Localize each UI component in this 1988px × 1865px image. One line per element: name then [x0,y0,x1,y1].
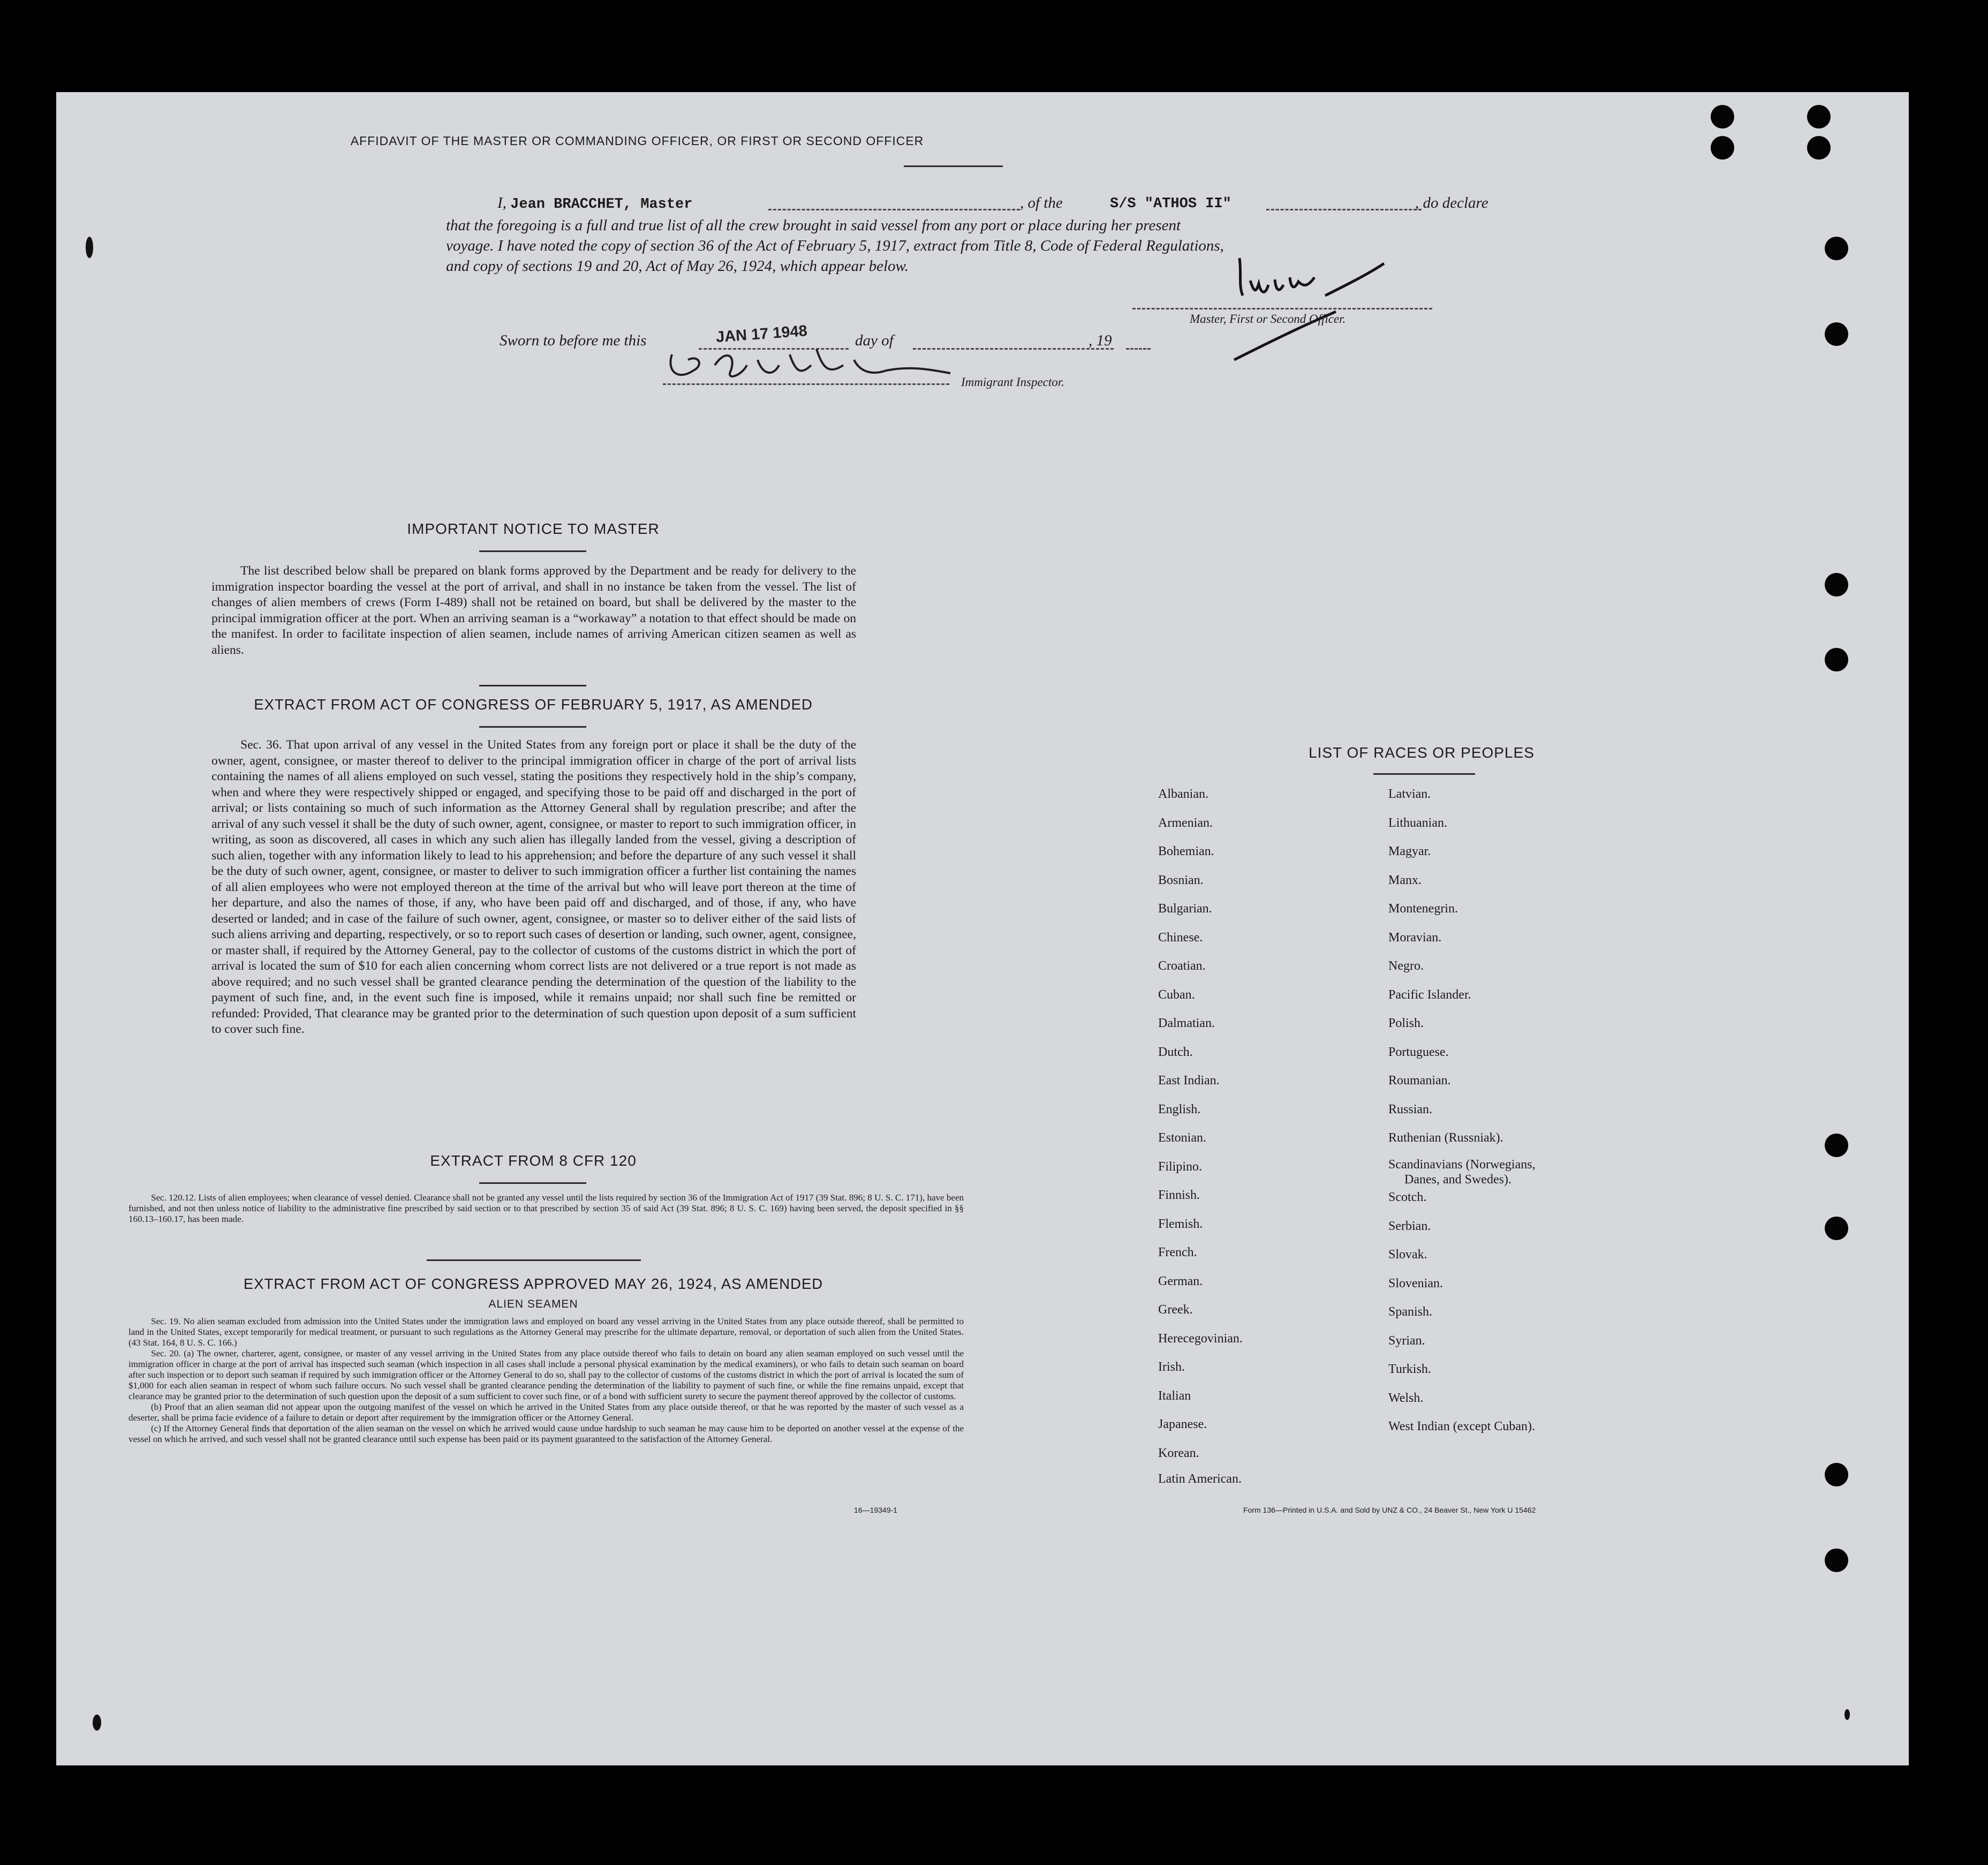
race-item: Negro. [1388,959,1424,973]
race-item: Danes, and Swedes). [1404,1172,1511,1187]
vessel-name: S/S "ATHOS II" [1110,196,1231,212]
speck [93,1715,101,1731]
race-item: Herecegovinian. [1158,1331,1243,1346]
inspector-label: Immigrant Inspector. [961,375,1064,389]
race-item: Scandinavians (Norwegians, [1388,1157,1536,1172]
line1-prefix: I, [497,194,507,212]
race-item: French. [1158,1245,1197,1259]
race-item: Cuban. [1158,987,1195,1002]
race-item: Roumanian. [1388,1074,1451,1088]
race-item: Estonian. [1158,1131,1206,1145]
race-item: Montenegrin. [1388,902,1458,916]
punch-hole [1825,322,1848,346]
race-item: Lithuanian. [1388,816,1447,830]
extract1924-body [128,1316,964,1445]
notice-rule [479,550,586,552]
year-fill-line [1126,348,1151,350]
do-declare-text: , do declare [1415,194,1488,212]
extract1917-body [211,737,856,1038]
form-code: 16—19349-1 [854,1506,897,1514]
affidavit-line-1 [497,193,692,215]
punch-hole [1825,1463,1848,1486]
punch-hole [1825,1549,1848,1572]
race-item: Manx. [1388,873,1422,887]
race-item: Latin American. [1158,1471,1242,1486]
form-footer: Form 136—Printed in U.S.A. and Sold by UNZ & CO., 24 Beaver St., New York U 15462 [1243,1506,1536,1514]
race-item: Finnish. [1158,1188,1200,1202]
sec36-paragraph: Sec. 36. That upon arrival of any vessel in the United States from any foreign port or place it shall be the duty of the owner, agent, consignee, or master thereof to deliver to the principal immigration officer in charge of the port of arrival lists containing the names of all aliens employed on such vessel, stating the positions they respectively hold in the ship’s company, when and where they were respectively shipped or engaged, and specifying those to be paid off and discharged in the port of arrival; or lists containing so much of such information as the Attorney General shall by regulation prescribe; and after the arrival of any such vessel it shall be the duty of such owner, agent, consignee, or master to report to such immigration officer, in writing, as soon as discovered, all cases in which any such alien has illegally landed from the vessel, giving a description of such alien, together with any information likely to lead to his apprehension; and before the departure of any such vessel it shall be the duty of such owner, agent, consignee, or master to deliver to such immigration officer a further list containing the names of all alien employees who were not employed thereon at the time of the arrival but who will leave port thereon at the time of her departure, and also the names of those, if any, who have been paid off and discharged, and of those, if any, who have deserted or landed; and in case of the failure of such owner, agent, consignee, or master so to deliver either of the said lists of such aliens arriving and departing, respectively, or so to report such cases of desertion or landing, such owner, agent, consignee, or master shall, if required by the Attorney General, pay to the collector of customs of the customs district in which the port of arrival is located the sum of $10 for each alien concerning whom correct lists are not delivered or a true report is not made as above required; and no such vessel shall be granted clearance pending the determination of the question of the liability to the payment of such fine, and, in the event such fine is imposed, while it remains unpaid; nor shall such fine be remitted or refunded: Provided, That clearance may be granted prior to the determination of such question upon deposit of a sum sufficient to cover such fine. [211,738,856,1036]
race-item: Japanese. [1158,1417,1207,1431]
race-item: Scotch. [1388,1190,1427,1204]
race-item: Slovak. [1388,1248,1427,1262]
race-item: Polish. [1388,1016,1424,1030]
races-rule [1373,773,1475,775]
race-item: Albanian. [1158,787,1208,801]
speck [1845,1709,1850,1720]
affidavit-line-2: that the foregoing is a full and true list of all the crew brought in said vessel from any port or place during her present [446,217,1181,234]
race-item: Moravian. [1388,930,1442,945]
day-of-text: day of [855,332,894,349]
race-item: East Indian. [1158,1074,1220,1088]
sworn-text: Sworn to before me this [500,332,647,349]
races-title: LIST OF RACES OR PEOPLES [1309,744,1535,761]
extract1917-title: EXTRACT FROM ACT OF CONGRESS OF FEBRUARY 5, 1917, AS AMENDED [254,696,813,713]
notice-paragraph: The list described below shall be prepared on blank forms approved by the Department and be ready for delivery to the immigration inspector boarding the vessel at the port of arrival, and shall in no instance be taken from the vessel. The list of changes of alien members of crews (Form I-489) shall not be retained on board, but shall be delivered by the master to the principal immigration officer at the port. When an arriving seaman is a “workaway” a notation to that effect should be made on the manifest. In order to facilitate inspection of alien seamen, include names of arriving American citizen seamen as well as aliens. [211,564,856,657]
race-item: Irish. [1158,1360,1185,1374]
race-item: Bulgarian. [1158,902,1212,916]
race-item: Filipino. [1158,1159,1203,1174]
of-the-text: , of the [1020,194,1063,212]
year-text: , 19 [1089,332,1112,349]
sec20c-paragraph: (c) If the Attorney General finds that deportation of the alien seaman on the vessel on which he arrived would cause undue hardship to such seaman he may cause him to be deported on another vessel at the expense of the vessel on which he arrived, and such vessel shall not be granted clearance until such expense has been paid or its payment guaranteed to the satisfaction of the Attorney General. [128,1423,964,1444]
punch-hole [1825,573,1848,597]
name-fill-line [768,209,1020,210]
sec20b-paragraph: (b) Proof that an alien seaman did not appear upon the outgoing manifest of the vessel on which he arrived in the United States from any place outside thereof, or that he was reported by the master of such vessel as a deserter, shall be prima facie evidence of a failure to detain or deport after requirement by the immigration officer or the Attorney General. [128,1402,964,1423]
speck [86,237,93,258]
document-page [56,92,1909,1765]
race-item: Serbian. [1388,1219,1431,1233]
race-item: Latvian. [1388,787,1431,801]
race-item: Turkish. [1388,1362,1431,1376]
sec19-paragraph: Sec. 19. No alien seaman excluded from admission into the United States under the immigration laws and employed on board any vessel arriving in the United States from any place outside thereof, shall be permitted to land in the United States, except temporarily for medical treatment, or pursuant to such regulations as the Attorney General may prescribe for the ultimate departure, removal, or deportation of such alien from the United States. (43 Stat. 164, 8 U. S. C. 166.) [128,1316,964,1348]
vessel-fill-line [1266,209,1422,210]
race-item: Russian. [1388,1102,1433,1116]
sec120-paragraph: Sec. 120.12. Lists of alien employees; when clearance of vessel denied. Clearance shall not be granted any vessel until the lists required by section 36 of the Immigration Act of 1917 (39 Stat. 896; 8 U. S. C. 171), have been furnished, and not then unless notice of liability to the administrative fine prescribed by said section or to that prescribed by section 35 of said Act (39 Stat. 896; 8 U. S. C. 169) having been served, the deposit specified in §§ 160.13–160.17, has been made. [128,1192,964,1224]
race-item: Magyar. [1388,844,1431,858]
affidavit-title: AFFIDAVIT OF THE MASTER OR COMMANDING OFFICER, OR FIRST OR SECOND OFFICER [350,134,924,148]
cfr-rule [479,1182,586,1184]
race-item: Slovenian. [1388,1276,1443,1290]
cfr-body [128,1192,964,1225]
extract1924-subtitle: ALIEN SEAMEN [488,1298,578,1310]
race-item: Greek. [1158,1303,1193,1317]
race-item: Armenian. [1158,816,1213,830]
extract1924-rule [427,1259,641,1261]
extract1917-rule [479,685,586,686]
cfr-title: EXTRACT FROM 8 CFR 120 [430,1152,637,1169]
affidavit-line-3: voyage. I have noted the copy of section 36 of the Act of February 5, 1917, extract from Title 8, Code of Federal Regulations, [446,237,1224,254]
race-item: Korean. [1158,1446,1199,1460]
punch-hole [1807,136,1831,160]
punch-hole [1825,1134,1848,1157]
race-item: Dutch. [1158,1045,1193,1059]
race-item: West Indian (except Cuban). [1388,1419,1535,1433]
title-rule [904,165,1003,167]
race-item: German. [1158,1274,1203,1288]
punch-hole [1825,1217,1848,1240]
punch-hole [1711,105,1734,129]
sec20a-paragraph: Sec. 20. (a) The owner, charterer, agent, consignee, or master of any vessel arriving in the United States from any place outside thereof who fails to detain on board any alien seaman employed on such vessel until the immigration officer in charge at the port of arrival has inspected such seaman (which inspection in all cases shall include a personal physical examination by the medical examiners), or who fails to detain such seaman on board after such inspection or to deport such seaman if required by such immigration officer or the Attorney General to do so, shall pay to the collector of customs of the customs district in which the port of arrival is located the sum of $1,000 for each alien seaman in respect of whom such failure occurs. No such vessel shall be granted clearance pending the determination of the liability to payment of such fine, or while the fine remains unpaid, except that clearance may be granted prior to the determination of such question upon the deposit of a sum sufficient to cover such fine, or of a bond with sufficient surety to secure the payment thereof approved by the collector of customs. [128,1348,964,1401]
punch-hole [1807,105,1831,129]
punch-hole [1825,648,1848,671]
punch-hole [1711,136,1734,160]
master-signature-label: Master, First or Second Officer. [1190,312,1346,326]
race-item: Bohemian. [1158,844,1214,858]
race-item: Syrian. [1388,1333,1425,1348]
race-item: Portuguese. [1388,1045,1449,1059]
punch-hole [1825,237,1848,260]
race-item: Italian [1158,1388,1191,1403]
date-stamp: JAN 17 1948 [715,322,808,346]
race-item: English. [1158,1102,1201,1116]
extract1917-rule-bottom [479,726,586,728]
race-item: Chinese. [1158,930,1203,945]
race-item: Bosnian. [1158,873,1204,887]
notice-body [211,563,856,658]
affidavit-line-4: and copy of sections 19 and 20, Act of May 26, 1924, which appear below. [446,258,909,275]
notice-title: IMPORTANT NOTICE TO MASTER [407,520,660,537]
race-item: Croatian. [1158,959,1206,973]
race-item: Dalmatian. [1158,1016,1215,1030]
master-name: Jean BRACCHET, Master [510,197,693,213]
inspector-signature-line [663,383,949,385]
extract1924-title: EXTRACT FROM ACT OF CONGRESS APPROVED MAY 26, 1924, AS AMENDED [243,1275,823,1292]
race-item: Welsh. [1388,1391,1424,1405]
race-item: Pacific Islander. [1388,987,1471,1002]
master-signature [1223,253,1448,413]
race-item: Flemish. [1158,1217,1203,1231]
race-item: Spanish. [1388,1305,1433,1319]
race-item: Ruthenian (Russniak). [1388,1131,1503,1145]
